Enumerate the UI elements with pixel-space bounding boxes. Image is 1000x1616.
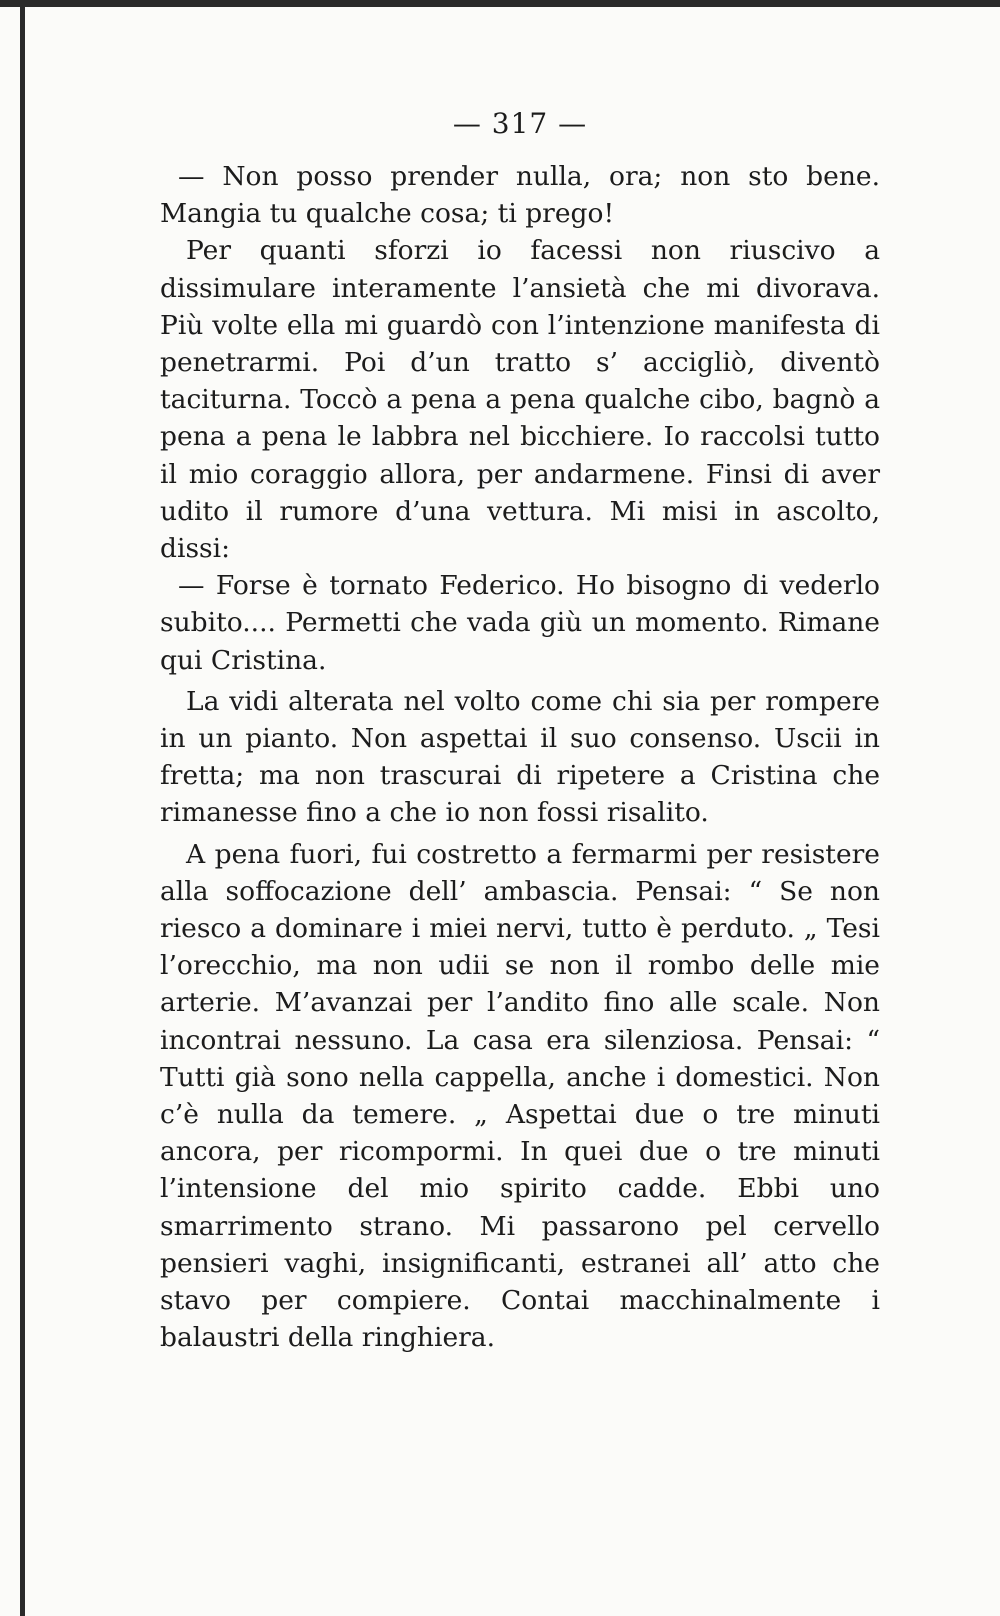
paragraph-3: — Forse è tornato Federico. Ho bisogno di vederlo subito.... Permetti che vada giù un momento. Rimane qui Cristina. bbox=[160, 570, 880, 676]
paragraph-2: Per quanti sforzi io facessi non riuscivo a dissimulare interamente l’ansietà che mi divorava. Più volte ella mi guardò con l’intenzione manifesta di penetrarmi. Poi d’un tratto s’ accigliò, diventò taciturna. Toccò a pena a pena qualche cibo, bagnò a pena a pena le labbra nel bicchiere. Io raccolsi tutto il mio coraggio allora, per andarmene. Finsi di aver udito il rumore d’una vettura. Mi misi in ascolto, dissi: bbox=[160, 235, 880, 565]
book-page bbox=[160, 108, 880, 1357]
paragraph-5: A pena fuori, fui costretto a fermarmi per resistere alla soffocazione dell’ ambascia. Pensai: “ Se non riesco a dominare i miei nervi, tutto è perduto. „ Tesi l’orecchio, ma non udii se non il rombo delle mie arterie. M’avanzai per l’andito fino alle scale. Non incontrai nessuno. La casa era silenziosa. Pensai: “ Tutti già sono nella cappella, anche i domestici. Non c’è nulla da temere. „ Aspettai due o tre minuti ancora, per ricompormi. In quei due o tre minuti l’intensione del mio spirito cadde. Ebbi uno smarrimento strano. Mi passarono pel cervello pensieri vaghi, insignificanti, estranei all’ atto che stavo per compiere. Contai macchinalmente i balaustri della ringhiera. bbox=[160, 838, 880, 1354]
top-border-rule bbox=[0, 0, 1000, 7]
left-border-rule bbox=[20, 0, 25, 1616]
page-text bbox=[160, 158, 880, 1357]
paragraph-1: — Non posso prender nulla, ora; non sto bene. Mangia tu qualche cosa; ti prego! bbox=[160, 161, 880, 230]
page-number: — 317 — bbox=[452, 107, 588, 140]
paragraph-4: La vidi alterata nel volto come chi sia per rompere in un pianto. Non aspettai il suo consenso. Uscii in fretta; ma non trascurai di ripetere a Cristina che rimanesse fino a che io non fossi risalito. bbox=[160, 685, 880, 829]
